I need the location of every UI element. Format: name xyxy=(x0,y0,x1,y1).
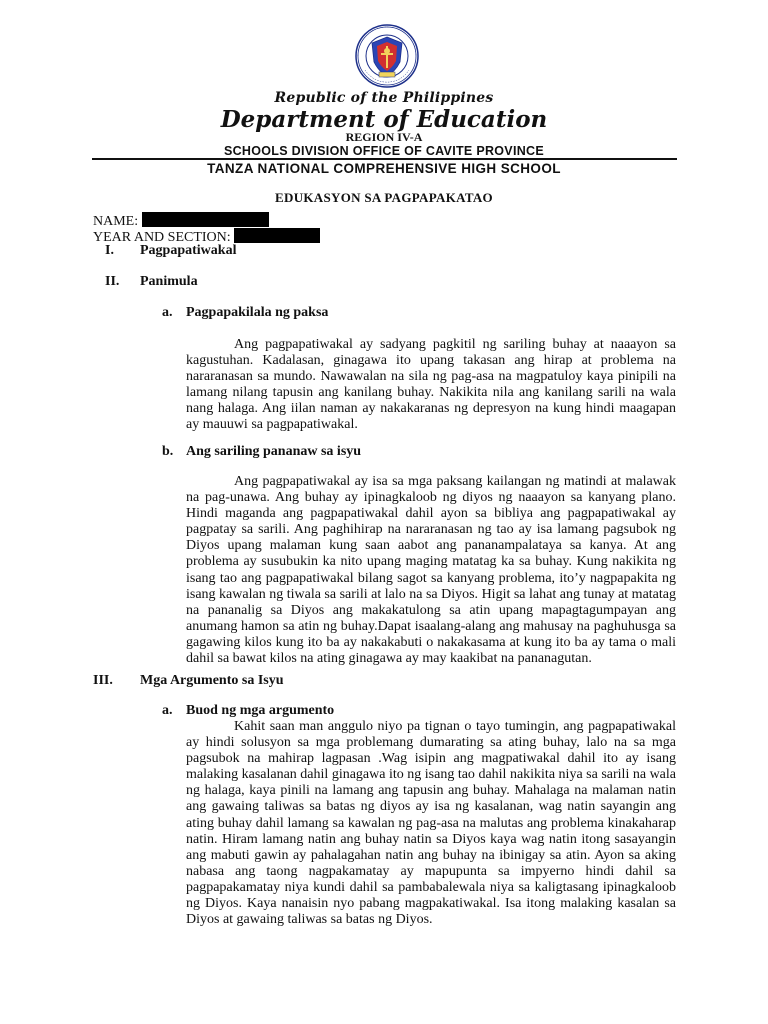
section-3-numeral: III. xyxy=(93,673,113,688)
subject-title: EDUKASYON SA PAGPAPAKATAO xyxy=(275,190,493,205)
division-line: SCHOOLS DIVISION OFFICE OF CAVITE PROVINCE xyxy=(223,144,545,158)
name-label: NAME: xyxy=(93,214,139,229)
department-title: Department of Education xyxy=(220,106,548,133)
section-3a-paragraph: Kahit saan man anggulo niyo pa tignan o tayo tumingin, ang pagpapatiwakal ay hindi solusyon sa mga problemang dumarating sa ating buhay, lalo na sa mga pagsubok na mahirap lagpasan .Wag isipin ang magpatiwakal dahil ito ay isang malaking kasalanan dahil ginagawa ito ng isang tao dahil nakikita niya sa sarili na wala ng halaga, kaya pinili na lamang ang tapusin ang buhay. Mahalaga na malaman natin ang gawaing taliwas sa batas ng diyos ay isa ng kasalanan, wag natin sayangin ang ating buhay dahil lamang sa kawalan ng pag-asa na malutas ang problema kinakaharap natin. Hiram lamang natin ang buhay natin sa Diyos kaya wag natin itong sasayangin ang mabuti gawin ay pahalagahan natin ang buhay na ibinigay sa atin. Ayon sa aking nabasa ang taong nagpakamatay ay mapupunta sa impyerno hindi dahil sa pagpapakamatay niya kundi dahil sa pambabalewala niya sa kaligtasang ipinagkaloob ng Diyos. Kaya nanaisin nyo pabang magpakatiwakal. Isa itong malaking kasalan sa Diyos at gawaing taliwas sa batas ng Diyos. xyxy=(186,719,676,928)
region-line: REGION IV-A xyxy=(345,130,423,144)
section-1-numeral: I. xyxy=(105,243,114,258)
section-2a-title: Pagpapakilala ng paksa xyxy=(186,305,329,320)
section-3a-letter: a. xyxy=(162,703,173,718)
section-2b-paragraph: Ang pagpapatiwakal ay isa sa mga paksang kailangan ng matindi at malawak na pag-unawa. Ang buhay ay ipinagkaloob ng diyos ng naaayon sa kanyang plano. Hindi maganda ang pagpapatiwakal dahil ayon sa bibliya ang pagpapatiwakal ay pagpatay sa sarili. Ang paghihirap na nararanasan ng tao ay isa lamang pagsubok ng Diyos upang malaman kung saan aabot ang pananampalataya sa kanya. At ang problema ay susubukin ka nito upang maging matatag ka sa buhay. Kung nakikita ng isang tao ang pagpapatiwakal bilang sagot sa kanyang problema, ito’y nagpapakita ng isang kawalan ng tiwala sa sarili at lalo na sa Diyos. Higit sa lahat ang tunay at matatag na pananalig sa Diyos ang makakatulong sa atin upang mapagtagumpayan ang anumang hamon sa atin ng buhay.Dapat isaalang-alang ang mahusay na paghuhusga sa gagawing kilos kung ito ba ay nakakabuti o nakakasama at kung ito ba ay tama o mali dahil sa bawat kilos na ating ginagawa ay may kaakibat na pananagutan. xyxy=(186,474,676,667)
name-redaction xyxy=(142,212,269,227)
section-2a-paragraph: Ang pagpapatiwakal ay sadyang pagkitil ng sariling buhay at naaayon sa kagustuhan. Kadalasan, ginagawa ito upang takasan ang hirap at problema na nararanasan sa mundo. Nawawalan na sila ng pag-asa na magpatuloy kaya pinipili na lamang nilang tapusin ang kanilang buhay. Nakikita nila ang kanilang sarili na wala nang halaga. Ang iilan naman ay nakakaranas ng depresyon na kung hindi maagapan ay mauuwi sa pagpapatiwakal. xyxy=(186,337,676,433)
year-section-redaction xyxy=(234,228,320,243)
school-name: TANZA NATIONAL COMPREHENSIVE HIGH SCHOOL xyxy=(207,161,561,176)
section-2-title: Panimula xyxy=(140,274,198,289)
header-divider xyxy=(92,158,677,160)
section-2-numeral: II. xyxy=(105,274,120,289)
section-2b-letter: b. xyxy=(162,444,174,459)
section-3a-title: Buod ng mga argumento xyxy=(186,703,335,718)
deped-seal-logo xyxy=(355,24,419,88)
section-3-title: Mga Argumento sa Isyu xyxy=(140,673,284,688)
republic-line: Republic of the Philippines xyxy=(274,90,494,106)
section-2a-letter: a. xyxy=(162,305,173,320)
section-1-title: Pagpapatiwakal xyxy=(140,243,237,258)
section-2b-title: Ang sariling pananaw sa isyu xyxy=(186,444,362,459)
year-section-label: YEAR AND SECTION: xyxy=(93,230,231,245)
